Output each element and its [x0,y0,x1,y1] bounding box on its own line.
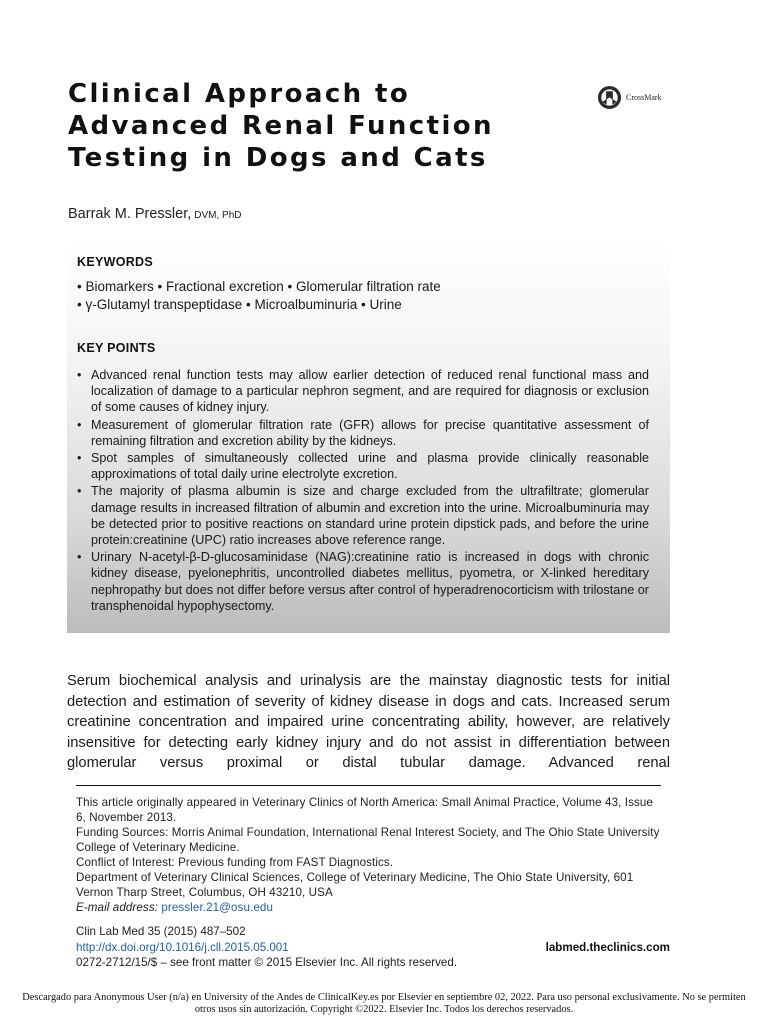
footnote-conflict: Conflict of Interest: Previous funding from FAST Diagnostics. [76,856,394,869]
key-point-item: • The majority of plasma albumin is size and charge excluded from the ultrafiltrate; glomerular damage results in increased filtration of albumin and excretion into the urine. Microalbuminuria may be detected prior to positive reactions on standard urine protein dipstick pads, and before the urine protein:creatinine (UPC) ratio increases above reference range. [77,483,649,548]
citation-block [76,924,670,971]
footnote-affiliation: Department of Veterinary Clinical Sciences, College of Veterinary Medicine, The Ohio State University, 601 Vernon Tharp Street, Columbus, OH 43210, USA [76,871,634,899]
title-line: Testing in Dogs and Cats [68,143,488,173]
crossmark-icon [597,85,622,110]
copyright-line: 0272-2712/15/$ – see front matter © 2015 Elsevier Inc. All rights reserved. [76,956,458,969]
crossmark-badge[interactable] [597,84,662,110]
footnotes [76,795,666,915]
footnote-divider [76,785,661,786]
keywords-keypoints-box [67,242,670,633]
article-title [68,78,568,174]
keywords-heading: KEYWORDS [77,255,154,269]
key-points-heading: KEY POINTS [77,341,156,355]
key-points-list [77,367,649,615]
keywords-line: • γ-Glutamyl transpeptidase • Microalbuminuria • Urine [77,297,402,312]
doi-row [76,940,670,956]
email-label: E-mail address: [76,901,159,914]
download-notice: Descargado para Anonymous User (n/a) en University of the Andes de ClinicalKey.es por Elsevier en septiembre 02, 2022. Para uso personal exclusivamente. No se permiten otros usos sin autorización. Copyright ©2022. Elsevier Inc. Todos los derechos reservados. [22,992,746,1015]
key-point-item: • Urinary N-acetyl-β-D-glucosaminidase (NAG):creatinine ratio is increased in dogs with chronic kidney disease, pyelonephritis, uncontrolled diabetes mellitus, pyometra, or X-linked hereditary nephropathy but does not differ before versus after control of hyperadrenocorticism with trilostane or transphenoidal hypophysectomy. [77,549,649,614]
title-line: Clinical Approach to [68,79,411,109]
email-link[interactable]: pressler.21@osu.edu [161,901,274,914]
doi-link[interactable]: http://dx.doi.org/10.1016/j.cll.2015.05.001 [76,940,289,954]
author-name: Barrak M. Pressler, [68,206,192,222]
footnote-origin: This article originally appeared in Veterinary Clinics of North America: Small Animal Practice, Volume 43, Issue 6, November 2013. [76,796,653,824]
footnote-funding: Funding Sources: Morris Animal Foundation, International Renal Interest Society, and The Ohio State University College of Veterinary Medicine. [76,826,660,854]
keywords-line: • Biomarkers • Fractional excretion • Glomerular filtration rate [77,279,441,294]
author-credentials: DVM, PhD [194,210,242,221]
journal-site: labmed.theclinics.com [545,940,670,954]
title-line: Advanced Renal Function [68,111,494,141]
crossmark-label: CrossMark [626,92,662,102]
journal-citation: Clin Lab Med 35 (2015) 487–502 [76,925,246,938]
key-point-item: • Advanced renal function tests may allow earlier detection of reduced renal functional mass and localization of damage to a particular nephron segment, and are required for diagnosis or exclusion of some causes of kidney injury. [77,367,649,416]
intro-paragraph: Serum biochemical analysis and urinalysis are the mainstay diagnostic tests for initial detection and estimation of severity of kidney disease in dogs and cats. Increased serum creatinine concentration and impaired urine concentrating ability, however, are relatively insensitive for detecting early kidney injury and do not assist in differentiation between glomerular versus proximal or distal tubular damage. Advanced renal [67,673,670,771]
key-point-item: • Spot samples of simultaneously collected urine and plasma provide clinically reasonable approximations of total daily urine electrolyte excretion. [77,450,649,482]
keywords-list [77,278,441,314]
footnote-email [76,900,666,915]
key-point-item: • Measurement of glomerular filtration rate (GFR) allows for precise quantitative assessment of remaining filtration and excretion ability by the kidneys. [77,417,649,449]
author-line [68,206,242,222]
